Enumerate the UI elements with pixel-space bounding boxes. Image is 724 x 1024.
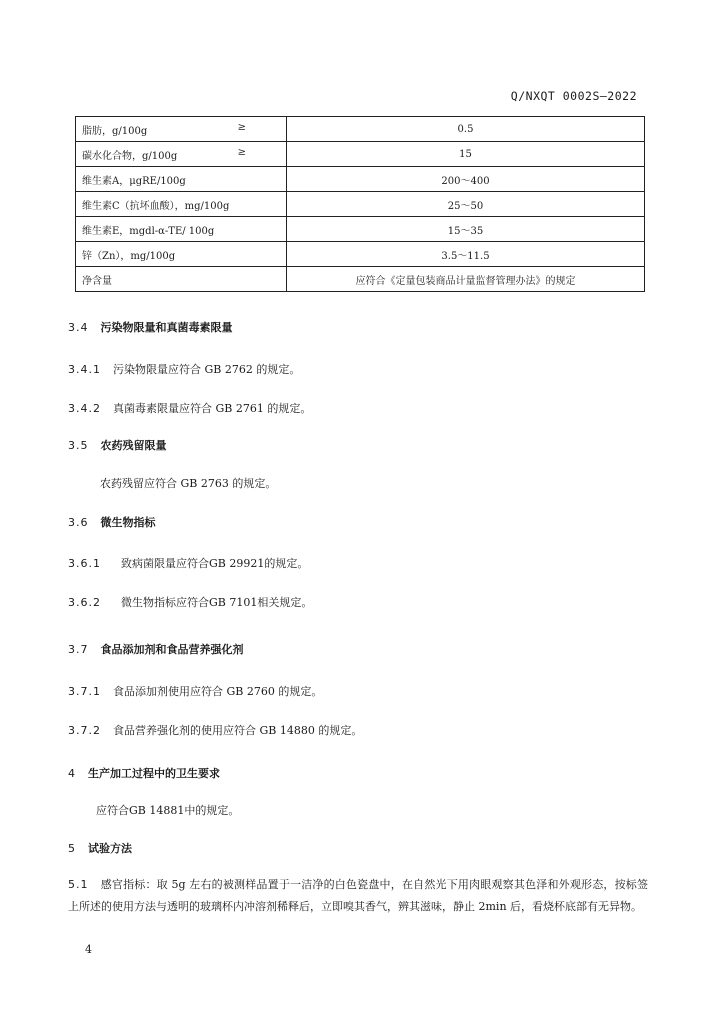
comparison-operator: ≥ bbox=[237, 146, 246, 158]
nutrient-name: 锌（Zn），mg/100g bbox=[82, 250, 176, 262]
table-row bbox=[76, 267, 645, 292]
clause-3-4-2 bbox=[68, 400, 311, 416]
nutrient-name: 碳水化合物，g/100g bbox=[82, 150, 178, 162]
nutrient-name: 脂肪，g/100g bbox=[82, 125, 148, 137]
nutrient-value: 15～35 bbox=[287, 217, 645, 242]
section-number: 4 bbox=[68, 767, 76, 780]
section-3-5-paragraph: 农药残留应符合 GB 2763 的规定。 bbox=[100, 477, 277, 490]
nutrition-spec-table bbox=[75, 116, 645, 292]
nutrient-name: 净含量 bbox=[82, 275, 112, 287]
table-row bbox=[76, 117, 645, 142]
section-3-4-heading bbox=[68, 319, 233, 335]
section-number: 3.4 bbox=[68, 321, 89, 334]
nutrient-value: 200～400 bbox=[287, 167, 645, 192]
table-row bbox=[76, 142, 645, 167]
nutrient-name-cell bbox=[76, 217, 287, 242]
section-title: 污染物限量和真菌毒素限量 bbox=[100, 321, 233, 334]
clause-number: 3.4.1 bbox=[68, 363, 101, 376]
nutrient-name-cell bbox=[76, 167, 287, 192]
table-row bbox=[76, 242, 645, 267]
clause-number: 5.1 bbox=[68, 878, 89, 891]
table-row bbox=[76, 192, 645, 217]
section-title: 农药残留限量 bbox=[100, 439, 167, 452]
section-3-6-heading bbox=[68, 514, 156, 530]
clause-text: 食品营养强化剂的使用应符合 GB 14880 的规定。 bbox=[113, 724, 363, 737]
section-title: 微生物指标 bbox=[100, 516, 156, 529]
page-number: 4 bbox=[85, 943, 92, 956]
nutrient-name-cell bbox=[76, 117, 287, 142]
section-3-7-heading bbox=[68, 641, 244, 657]
comparison-operator bbox=[246, 172, 280, 187]
nutrient-name: 维生素C（抗坏血酸），mg/100g bbox=[82, 200, 230, 212]
clause-text: 感官指标：取 5g 左右的被测样品置于一洁净的白色瓷盘中，在自然光下用肉眼观察其色泽和外观形态，按标签上所述的使用方法与透明的玻璃杯内冲溶剂稀释后，立即嗅其香气，辨其滋味，静止 2min 后，看烧杯底部有无异物。 bbox=[68, 878, 648, 913]
clause-3-6-1 bbox=[68, 555, 308, 571]
section-number: 3.7 bbox=[68, 643, 89, 656]
table-row bbox=[76, 167, 645, 192]
clause-number: 3.4.2 bbox=[68, 402, 101, 415]
nutrient-name: 维生素E，mgdl-α-TE/ 100g bbox=[82, 225, 215, 237]
clause-3-7-2 bbox=[68, 722, 362, 738]
document-code: Q/NXQT 0002S—2022 bbox=[510, 89, 637, 103]
comparison-operator: ≥ bbox=[237, 121, 246, 133]
nutrient-value: 3.5～11.5 bbox=[287, 242, 645, 267]
clause-number: 3.6.2 bbox=[68, 596, 101, 609]
section-title: 生产加工过程中的卫生要求 bbox=[88, 767, 220, 780]
clause-number: 3.7.1 bbox=[68, 685, 101, 698]
comparison-operator bbox=[246, 222, 280, 237]
nutrient-name-cell bbox=[76, 267, 287, 292]
comparison-operator bbox=[246, 272, 280, 287]
clause-text: 微生物指标应符合GB 7101相关规定。 bbox=[121, 596, 313, 609]
nutrient-name: 维生素A，μgRE/100g bbox=[82, 175, 186, 187]
clause-number: 3.7.2 bbox=[68, 724, 101, 737]
clause-text: 污染物限量应符合 GB 2762 的规定。 bbox=[113, 363, 301, 376]
nutrient-value: 应符合《定量包装商品计量监督管理办法》的规定 bbox=[287, 267, 645, 292]
clause-text: 食品添加剂使用应符合 GB 2760 的规定。 bbox=[113, 685, 323, 698]
section-title: 试验方法 bbox=[88, 842, 132, 855]
nutrient-value: 15 bbox=[287, 142, 645, 167]
nutrient-name-cell bbox=[76, 142, 287, 167]
comparison-operator bbox=[246, 197, 280, 212]
section-number: 5 bbox=[68, 842, 76, 855]
nutrient-value: 25～50 bbox=[287, 192, 645, 217]
clause-number: 3.6.1 bbox=[68, 557, 101, 570]
section-3-5-heading bbox=[68, 437, 167, 453]
clause-5-1 bbox=[68, 874, 648, 918]
section-4-heading bbox=[68, 765, 220, 781]
clause-3-6-2 bbox=[68, 594, 312, 610]
clause-text: 真菌毒素限量应符合 GB 2761 的规定。 bbox=[113, 402, 312, 415]
section-4-paragraph: 应符合GB 14881中的规定。 bbox=[96, 804, 240, 817]
comparison-operator bbox=[246, 247, 280, 262]
clause-3-7-1 bbox=[68, 683, 322, 699]
section-number: 3.6 bbox=[68, 516, 89, 529]
table-row bbox=[76, 217, 645, 242]
section-title: 食品添加剂和食品营养强化剂 bbox=[100, 643, 244, 656]
nutrient-name-cell bbox=[76, 242, 287, 267]
clause-text: 致病菌限量应符合GB 29921的规定。 bbox=[121, 557, 309, 570]
nutrient-name-cell bbox=[76, 192, 287, 217]
section-number: 3.5 bbox=[68, 439, 89, 452]
nutrient-value: 0.5 bbox=[287, 117, 645, 142]
section-5-heading bbox=[68, 840, 132, 856]
clause-3-4-1 bbox=[68, 361, 300, 377]
